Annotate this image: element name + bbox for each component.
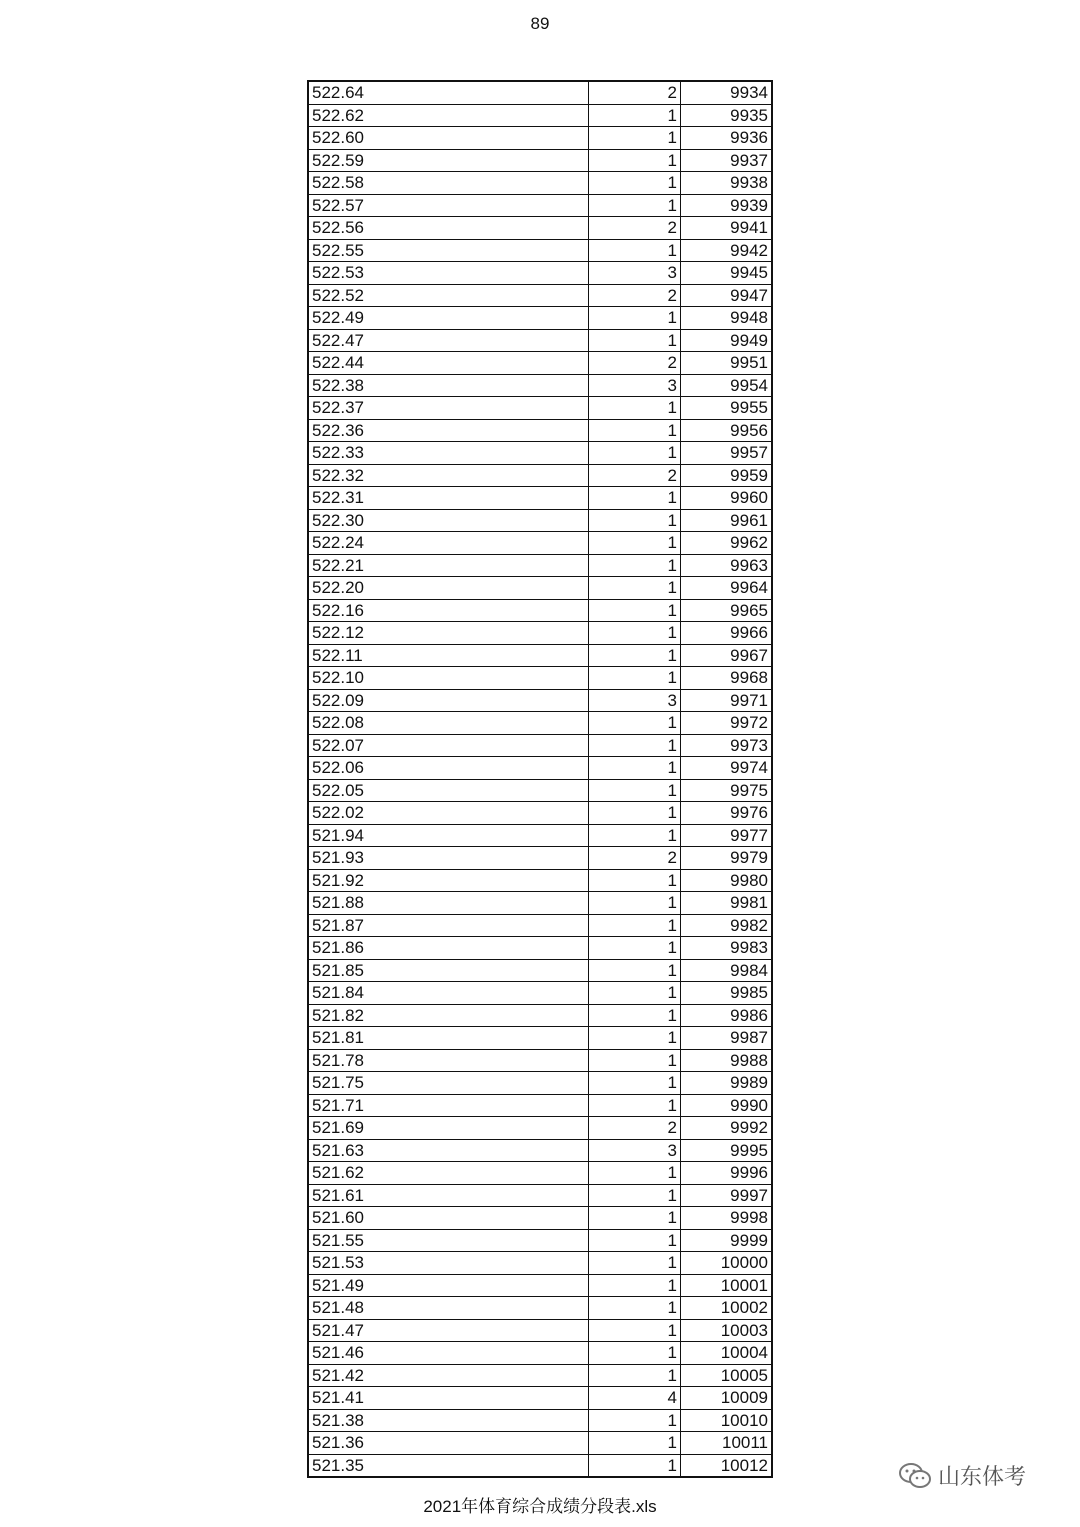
cumulative-cell: 9968: [681, 667, 773, 690]
table-row: [308, 914, 772, 937]
table-row: [308, 644, 772, 667]
score-cell: 522.47: [308, 329, 589, 352]
table-row: [308, 1094, 772, 1117]
count-cell: 1: [589, 1207, 681, 1230]
table-row: [308, 937, 772, 960]
cumulative-cell: 9996: [681, 1162, 773, 1185]
count-cell: 2: [589, 352, 681, 375]
count-cell: 1: [589, 149, 681, 172]
cumulative-cell: 9956: [681, 419, 773, 442]
cumulative-cell: 9954: [681, 374, 773, 397]
score-cell: 522.20: [308, 577, 589, 600]
table-row: [308, 352, 772, 375]
score-cell: 522.21: [308, 554, 589, 577]
table-row: [308, 1072, 772, 1095]
watermark-text: 山东体考: [938, 1464, 1027, 1489]
cumulative-cell: 9999: [681, 1229, 773, 1252]
table-row: [308, 779, 772, 802]
cumulative-cell: 10011: [681, 1432, 773, 1455]
table-row: [308, 577, 772, 600]
cumulative-cell: 9998: [681, 1207, 773, 1230]
score-distribution-table: [307, 80, 773, 1478]
count-cell: 1: [589, 1432, 681, 1455]
table-row: [308, 1319, 772, 1342]
table-row: [308, 464, 772, 487]
table-row: [308, 532, 772, 555]
cumulative-cell: 9951: [681, 352, 773, 375]
cumulative-cell: 9976: [681, 802, 773, 825]
cumulative-cell: 9992: [681, 1117, 773, 1140]
cumulative-cell: 9942: [681, 239, 773, 262]
cumulative-cell: 9937: [681, 149, 773, 172]
table-body: [308, 81, 772, 1477]
table-row: [308, 149, 772, 172]
count-cell: 2: [589, 464, 681, 487]
cumulative-cell: 9945: [681, 262, 773, 285]
score-cell: 521.71: [308, 1094, 589, 1117]
count-cell: 1: [589, 577, 681, 600]
table-row: [308, 374, 772, 397]
table-row: [308, 487, 772, 510]
cumulative-cell: 9939: [681, 194, 773, 217]
score-cell: 522.58: [308, 172, 589, 195]
cumulative-cell: 9981: [681, 892, 773, 915]
score-cell: 521.63: [308, 1139, 589, 1162]
count-cell: 1: [589, 959, 681, 982]
score-cell: 522.31: [308, 487, 589, 510]
count-cell: 1: [589, 1049, 681, 1072]
table-row: [308, 442, 772, 465]
table-row: [308, 1252, 772, 1275]
table-row: [308, 982, 772, 1005]
score-cell: 522.38: [308, 374, 589, 397]
table-row: [308, 284, 772, 307]
count-cell: 1: [589, 1252, 681, 1275]
table-row: [308, 1409, 772, 1432]
count-cell: 1: [589, 1454, 681, 1477]
cumulative-cell: 9967: [681, 644, 773, 667]
table-row: [308, 712, 772, 735]
score-cell: 521.92: [308, 869, 589, 892]
score-cell: 521.75: [308, 1072, 589, 1095]
count-cell: 1: [589, 1297, 681, 1320]
count-cell: 1: [589, 532, 681, 555]
count-cell: 1: [589, 104, 681, 127]
score-cell: 522.32: [308, 464, 589, 487]
table-row: [308, 1027, 772, 1050]
score-cell: 521.85: [308, 959, 589, 982]
count-cell: 1: [589, 487, 681, 510]
count-cell: 1: [589, 712, 681, 735]
cumulative-cell: 9995: [681, 1139, 773, 1162]
count-cell: 1: [589, 397, 681, 420]
table-row: [308, 1139, 772, 1162]
score-cell: 522.49: [308, 307, 589, 330]
cumulative-cell: 9948: [681, 307, 773, 330]
table-row: [308, 509, 772, 532]
score-cell: 521.36: [308, 1432, 589, 1455]
count-cell: 1: [589, 419, 681, 442]
count-cell: 1: [589, 1229, 681, 1252]
count-cell: 1: [589, 1409, 681, 1432]
count-cell: 2: [589, 81, 681, 104]
cumulative-cell: 9935: [681, 104, 773, 127]
cumulative-cell: 9960: [681, 487, 773, 510]
cumulative-cell: 9941: [681, 217, 773, 240]
score-cell: 522.16: [308, 599, 589, 622]
watermark: [898, 1460, 1026, 1491]
table-row: [308, 734, 772, 757]
table-row: [308, 1274, 772, 1297]
count-cell: 1: [589, 329, 681, 352]
table-row: [308, 81, 772, 104]
table-row: [308, 307, 772, 330]
score-cell: 521.55: [308, 1229, 589, 1252]
count-cell: 1: [589, 869, 681, 892]
score-cell: 522.07: [308, 734, 589, 757]
count-cell: 1: [589, 757, 681, 780]
score-cell: 521.88: [308, 892, 589, 915]
count-cell: 3: [589, 374, 681, 397]
wechat-icon: [898, 1461, 932, 1491]
score-cell: 521.81: [308, 1027, 589, 1050]
cumulative-cell: 9934: [681, 81, 773, 104]
cumulative-cell: 9964: [681, 577, 773, 600]
count-cell: 1: [589, 1004, 681, 1027]
cumulative-cell: 9965: [681, 599, 773, 622]
count-cell: 1: [589, 194, 681, 217]
count-cell: 2: [589, 217, 681, 240]
score-cell: 521.38: [308, 1409, 589, 1432]
score-cell: 522.60: [308, 127, 589, 150]
count-cell: 1: [589, 1319, 681, 1342]
score-cell: 522.37: [308, 397, 589, 420]
score-cell: 521.62: [308, 1162, 589, 1185]
table-row: [308, 959, 772, 982]
cumulative-cell: 10003: [681, 1319, 773, 1342]
count-cell: 1: [589, 802, 681, 825]
page-number: 89: [530, 14, 550, 33]
cumulative-cell: 9984: [681, 959, 773, 982]
score-cell: 522.57: [308, 194, 589, 217]
score-cell: 521.35: [308, 1454, 589, 1477]
score-cell: 521.47: [308, 1319, 589, 1342]
count-cell: 2: [589, 284, 681, 307]
score-cell: 522.10: [308, 667, 589, 690]
score-cell: 521.49: [308, 1274, 589, 1297]
cumulative-cell: 9961: [681, 509, 773, 532]
count-cell: 3: [589, 262, 681, 285]
table-row: [308, 217, 772, 240]
table-row: [308, 1229, 772, 1252]
table-row: [308, 1342, 772, 1365]
count-cell: 1: [589, 1072, 681, 1095]
cumulative-cell: 9972: [681, 712, 773, 735]
score-cell: 521.84: [308, 982, 589, 1005]
table-row: [308, 1117, 772, 1140]
table-row: [308, 824, 772, 847]
score-cell: 522.55: [308, 239, 589, 262]
count-cell: 1: [589, 1364, 681, 1387]
score-cell: 521.60: [308, 1207, 589, 1230]
table-row: [308, 554, 772, 577]
table-row: [308, 1387, 772, 1410]
count-cell: 1: [589, 554, 681, 577]
table-row: [308, 1162, 772, 1185]
score-cell: 521.41: [308, 1387, 589, 1410]
cumulative-cell: 9983: [681, 937, 773, 960]
cumulative-cell: 9977: [681, 824, 773, 847]
score-cell: 522.36: [308, 419, 589, 442]
cumulative-cell: 10012: [681, 1454, 773, 1477]
cumulative-cell: 9986: [681, 1004, 773, 1027]
count-cell: 2: [589, 1117, 681, 1140]
table-row: [308, 1454, 772, 1477]
table-row: [308, 262, 772, 285]
table-row: [308, 1364, 772, 1387]
cumulative-cell: 10004: [681, 1342, 773, 1365]
count-cell: 1: [589, 914, 681, 937]
cumulative-cell: 9959: [681, 464, 773, 487]
score-cell: 521.87: [308, 914, 589, 937]
table-row: [308, 1049, 772, 1072]
score-cell: 521.61: [308, 1184, 589, 1207]
score-cell: 521.69: [308, 1117, 589, 1140]
table-row: [308, 127, 772, 150]
count-cell: 1: [589, 734, 681, 757]
cumulative-cell: 9989: [681, 1072, 773, 1095]
cumulative-cell: 9987: [681, 1027, 773, 1050]
score-cell: 522.09: [308, 689, 589, 712]
count-cell: 1: [589, 779, 681, 802]
cumulative-cell: 9997: [681, 1184, 773, 1207]
count-cell: 1: [589, 127, 681, 150]
score-cell: 521.86: [308, 937, 589, 960]
count-cell: 2: [589, 847, 681, 870]
score-cell: 521.78: [308, 1049, 589, 1072]
score-cell: 521.94: [308, 824, 589, 847]
cumulative-cell: 10002: [681, 1297, 773, 1320]
score-cell: 522.44: [308, 352, 589, 375]
cumulative-cell: 9982: [681, 914, 773, 937]
score-cell: 522.52: [308, 284, 589, 307]
table-row: [308, 194, 772, 217]
table-row: [308, 1207, 772, 1230]
score-cell: 522.62: [308, 104, 589, 127]
cumulative-cell: 9974: [681, 757, 773, 780]
count-cell: 1: [589, 307, 681, 330]
score-cell: 522.59: [308, 149, 589, 172]
cumulative-cell: 10000: [681, 1252, 773, 1275]
table-row: [308, 397, 772, 420]
score-cell: 522.05: [308, 779, 589, 802]
cumulative-cell: 9979: [681, 847, 773, 870]
count-cell: 1: [589, 982, 681, 1005]
cumulative-cell: 9955: [681, 397, 773, 420]
cumulative-cell: 9963: [681, 554, 773, 577]
count-cell: 1: [589, 509, 681, 532]
count-cell: 1: [589, 1094, 681, 1117]
cumulative-cell: 9938: [681, 172, 773, 195]
cumulative-cell: 9936: [681, 127, 773, 150]
cumulative-cell: 9980: [681, 869, 773, 892]
count-cell: 4: [589, 1387, 681, 1410]
count-cell: 1: [589, 937, 681, 960]
score-cell: 521.93: [308, 847, 589, 870]
score-cell: 522.08: [308, 712, 589, 735]
score-cell: 522.33: [308, 442, 589, 465]
count-cell: 1: [589, 892, 681, 915]
cumulative-cell: 9947: [681, 284, 773, 307]
table-row: [308, 1297, 772, 1320]
count-cell: 1: [589, 1342, 681, 1365]
cumulative-cell: 9971: [681, 689, 773, 712]
table-row: [308, 419, 772, 442]
table-row: [308, 667, 772, 690]
cumulative-cell: 9973: [681, 734, 773, 757]
cumulative-cell: 9990: [681, 1094, 773, 1117]
count-cell: 1: [589, 824, 681, 847]
table-row: [308, 172, 772, 195]
count-cell: 1: [589, 644, 681, 667]
table-row: [308, 802, 772, 825]
score-cell: 521.48: [308, 1297, 589, 1320]
score-cell: 521.53: [308, 1252, 589, 1275]
count-cell: 1: [589, 1274, 681, 1297]
count-cell: 1: [589, 599, 681, 622]
score-cell: 522.24: [308, 532, 589, 555]
score-cell: 522.56: [308, 217, 589, 240]
table-row: [308, 1004, 772, 1027]
table-row: [308, 622, 772, 645]
count-cell: 1: [589, 1184, 681, 1207]
cumulative-cell: 10009: [681, 1387, 773, 1410]
cumulative-cell: 9975: [681, 779, 773, 802]
cumulative-cell: 10001: [681, 1274, 773, 1297]
footer-filename: 2021年体育综合成绩分段表.xls: [423, 1497, 657, 1516]
count-cell: 1: [589, 239, 681, 262]
cumulative-cell: 9988: [681, 1049, 773, 1072]
score-cell: 522.12: [308, 622, 589, 645]
count-cell: 1: [589, 622, 681, 645]
cumulative-cell: 9985: [681, 982, 773, 1005]
count-cell: 1: [589, 172, 681, 195]
cumulative-cell: 9949: [681, 329, 773, 352]
cumulative-cell: 9966: [681, 622, 773, 645]
table-row: [308, 757, 772, 780]
table-row: [308, 689, 772, 712]
score-cell: 522.53: [308, 262, 589, 285]
cumulative-cell: 10010: [681, 1409, 773, 1432]
count-cell: 3: [589, 689, 681, 712]
score-cell: 522.11: [308, 644, 589, 667]
table-row: [308, 104, 772, 127]
score-cell: 521.82: [308, 1004, 589, 1027]
count-cell: 1: [589, 1027, 681, 1050]
count-cell: 1: [589, 667, 681, 690]
table-row: [308, 599, 772, 622]
table-row: [308, 329, 772, 352]
table-row: [308, 892, 772, 915]
table-row: [308, 869, 772, 892]
count-cell: 3: [589, 1139, 681, 1162]
count-cell: 1: [589, 1162, 681, 1185]
table-row: [308, 1432, 772, 1455]
score-cell: 521.42: [308, 1364, 589, 1387]
cumulative-cell: 9962: [681, 532, 773, 555]
table-row: [308, 847, 772, 870]
score-cell: 522.06: [308, 757, 589, 780]
score-cell: 521.46: [308, 1342, 589, 1365]
cumulative-cell: 9957: [681, 442, 773, 465]
score-cell: 522.64: [308, 81, 589, 104]
count-cell: 1: [589, 442, 681, 465]
table-row: [308, 1184, 772, 1207]
table-row: [308, 239, 772, 262]
score-cell: 522.02: [308, 802, 589, 825]
cumulative-cell: 10005: [681, 1364, 773, 1387]
score-cell: 522.30: [308, 509, 589, 532]
